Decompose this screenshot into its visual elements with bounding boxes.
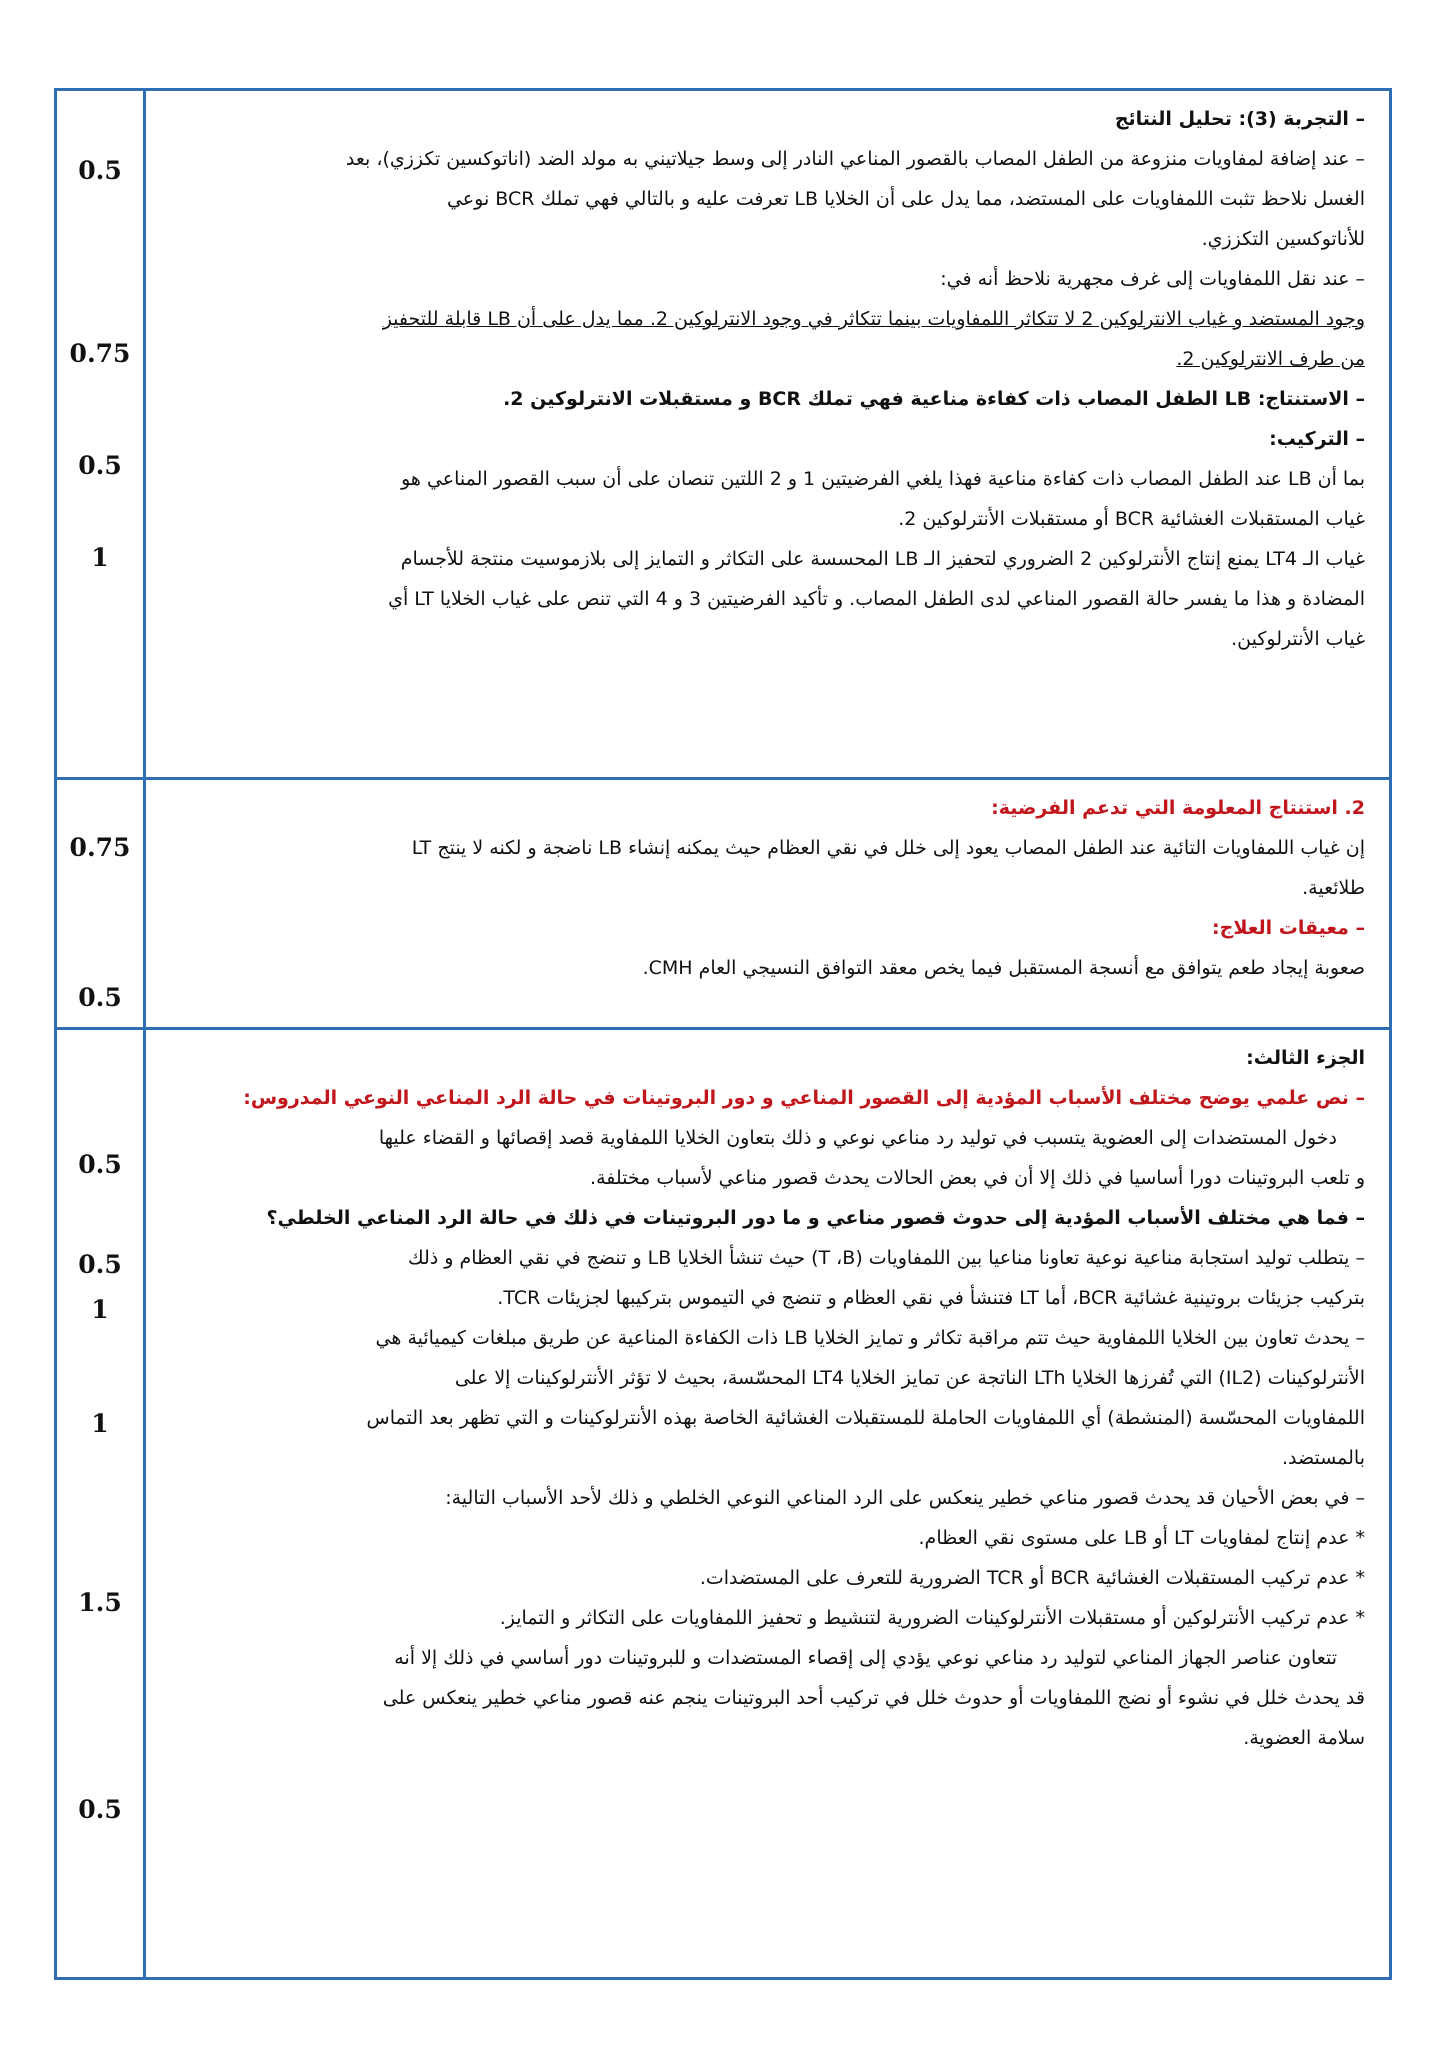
text-line: الأنترلوكينات (IL2) التي تُفرزها الخلايا LTh الناتجة عن تمايز الخلايا LT4 المحسّسة، بحيث لا تؤثر الأنترلوكينات إلا على bbox=[454, 1367, 1365, 1389]
list-item: * عدم تركيب الأنترلوكين أو مستقبلات الأنترلوكينات الضرورية لتنشيط و تحفيز اللمفاويات على التكاثر و التمايز. bbox=[499, 1607, 1365, 1629]
heading: 2. استنتاج المعلومة التي تدعم الفرضية: bbox=[991, 797, 1365, 819]
answer-table bbox=[54, 88, 1392, 1980]
section-part-three bbox=[57, 1027, 1389, 1977]
text-line: بتركيب جزيئات بروتينية غشائية BCR، أما LT فتنشأ في نقي العظام و تنضج في التيموس بتركيبها لجزيئات TCR. bbox=[497, 1287, 1365, 1309]
text-line: للأناتوكسين التكززي. bbox=[1201, 228, 1365, 250]
section-content bbox=[146, 780, 1389, 1027]
text-line: غياب الأنترلوكين. bbox=[1231, 628, 1365, 650]
heading: – نص علمي يوضح مختلف الأسباب المؤدية إلى القصور المناعي و دور البروتينات في حالة الرد المناعي النوعي المدروس: bbox=[243, 1087, 1365, 1109]
text-line: تتعاون عناصر الجهاز المناعي لتوليد رد مناعي نوعي يؤدي إلى إقصاء المستضدات و للبروتينات دور أساسي في ذلك إلا أنه bbox=[394, 1647, 1337, 1669]
text-line: صعوبة إيجاد طعم يتوافق مع أنسجة المستقبل فيما يخص معقد التوافق النسيجي العام CMH. bbox=[642, 957, 1365, 979]
score-mark: 1 bbox=[91, 543, 109, 572]
text-line: – في بعض الأحيان قد يحدث قصور مناعي خطير ينعكس على الرد المناعي النوعي الخلطي و ذلك لأحد الأسباب التالية: bbox=[445, 1487, 1365, 1509]
score-column bbox=[57, 91, 146, 777]
heading: – التجربة (3): تحليل النتائج bbox=[1114, 108, 1365, 130]
score-mark: 0.75 bbox=[69, 833, 131, 862]
score-mark: 1 bbox=[91, 1409, 109, 1438]
text-line: و تلعب البروتينات دورا أساسيا في ذلك إلا أن في بعض الحالات يحدث قصور مناعي لأسباب مختلفة. bbox=[590, 1167, 1365, 1189]
text-line: – يحدث تعاون بين الخلايا اللمفاوية حيث تتم مراقبة تكاثر و تمايز الخلايا LB ذات الكفاءة المناعية عن طريق مبلغات كيميائية هي bbox=[375, 1327, 1365, 1349]
score-column bbox=[57, 1030, 146, 1977]
score-mark: 0.5 bbox=[78, 156, 122, 185]
heading: الجزء الثالث: bbox=[1246, 1047, 1365, 1069]
heading: – معيقات العلاج: bbox=[1212, 917, 1365, 939]
list-item: * عدم تركيب المستقبلات الغشائية BCR أو TCR الضرورية للتعرف على المستضدات. bbox=[699, 1567, 1365, 1589]
text-line: من طرف الانترلوكين 2. bbox=[1176, 348, 1365, 370]
text-line: – عند نقل اللمفاويات إلى غرف مجهرية نلاحظ أنه في: bbox=[940, 268, 1365, 290]
score-column bbox=[57, 780, 146, 1027]
text-line: قد يحدث خلل في نشوء أو نضج اللمفاويات أو حدوث خلل في تركيب أحد البروتينات ينجم عنه قصور مناعي خطير ينعكس على bbox=[382, 1687, 1365, 1709]
conclusion-line: – الاستنتاج: LB الطفل المصاب ذات كفاءة مناعية فهي تملك BCR و مستقبلات الانترلوكين 2. bbox=[503, 388, 1365, 410]
text-line: – عند إضافة لمفاويات منزوعة من الطفل المصاب بالقصور المناعي النادر إلى وسط جيلاتيني به مولد الضد (اناتوكسين تكززي)، بعد bbox=[345, 148, 1365, 170]
list-item: * عدم إنتاج لمفاويات LT أو LB على مستوى نقي العظام. bbox=[918, 1527, 1365, 1549]
score-mark: 1.5 bbox=[78, 1588, 122, 1617]
text-line: المضادة و هذا ما يفسر حالة القصور المناعي لدى الطفل المصاب. و تأكيد الفرضيتين 3 و 4 التي تنص على غياب الخلايا LT أي bbox=[388, 588, 1365, 610]
text-line: إن غياب اللمفاويات التائية عند الطفل المصاب يعود إلى خلل في نقي العظام حيث يمكنه إنشاء LB ناضجة و لكنه لا ينتج LT bbox=[411, 837, 1365, 859]
score-mark: 0.5 bbox=[78, 451, 122, 480]
text-line: وجود المستضد و غياب الانترلوكين 2 لا تتكاثر اللمفاويات بينما تتكاثر في وجود الانترلوكين 2. مما يدل على أن LB قابلة للتحفيز bbox=[382, 308, 1365, 330]
section-experiment-3 bbox=[57, 91, 1389, 777]
score-mark: 0.75 bbox=[69, 339, 131, 368]
question-line: – فما هي مختلف الأسباب المؤدية إلى حدوث قصور مناعي و ما دور البروتينات في ذلك في حالة الرد المناعي الخلطي؟ bbox=[266, 1207, 1365, 1229]
section-content bbox=[146, 91, 1389, 777]
text-line: طلائعية. bbox=[1302, 877, 1365, 899]
score-mark: 0.5 bbox=[78, 1150, 122, 1179]
text-line: بما أن LB عند الطفل المصاب ذات كفاءة مناعية فهذا يلغي الفرضيتين 1 و 2 اللتين تنصان على أن سبب القصور المناعي هو bbox=[401, 468, 1365, 490]
text-line: غياب المستقبلات الغشائية BCR أو مستقبلات الأنترلوكين 2. bbox=[898, 508, 1365, 530]
section-content bbox=[146, 1030, 1389, 1977]
score-mark: 0.5 bbox=[78, 983, 122, 1012]
heading: – التركيب: bbox=[1269, 428, 1365, 450]
score-mark: 0.5 bbox=[78, 1250, 122, 1279]
text-line: دخول المستضدات إلى العضوية يتسبب في توليد رد مناعي نوعي و ذلك بتعاون الخلايا اللمفاوية قصد إقصائها و القضاء عليها bbox=[378, 1127, 1337, 1149]
section-deduction bbox=[57, 777, 1389, 1027]
text-line: غياب الـ LT4 يمنع إنتاج الأنترلوكين 2 الضروري لتحفيز الـ LB المحسسة على التكاثر و التمايز إلى بلازموسيت منتجة للأجسام bbox=[400, 548, 1365, 570]
text-line: – يتطلب توليد استجابة مناعية نوعية تعاونا مناعيا بين اللمفاويات (T ،B) حيث تنشأ الخلايا LB و تنضج في نقي العظام و ذلك bbox=[407, 1247, 1365, 1269]
text-line: الغسل نلاحظ تثبت اللمفاويات على المستضد، مما يدل على أن الخلايا LB تعرفت عليه و بالتالي فهي تملك BCR نوعي bbox=[446, 188, 1365, 210]
text-line: سلامة العضوية. bbox=[1243, 1727, 1365, 1749]
score-mark: 0.5 bbox=[78, 1795, 122, 1824]
text-line: بالمستضد. bbox=[1281, 1447, 1365, 1469]
text-line: اللمفاويات المحسّسة (المنشطة) أي اللمفاويات الحاملة للمستقبلات الغشائية الخاصة بهذه الأنترلوكينات و التي تظهر بعد التماس bbox=[366, 1407, 1365, 1429]
score-mark: 1 bbox=[91, 1295, 109, 1324]
